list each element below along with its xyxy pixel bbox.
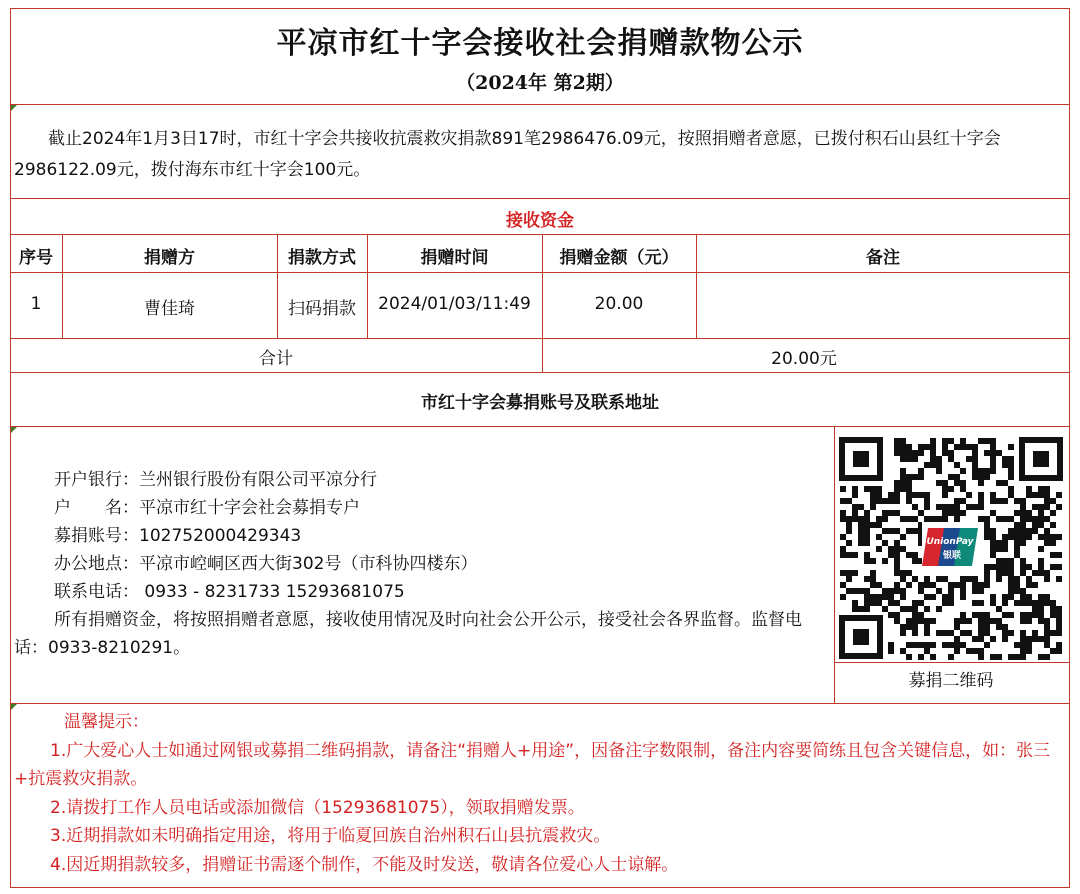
row-divider [10,198,1070,199]
row-divider [10,234,1070,235]
account-number-line: 募捐账号：102752000429343 [54,526,302,546]
contact-info [14,466,834,662]
issue-subtitle: （2024年 第2期） [456,72,624,94]
unionpay-logo-icon [922,522,980,572]
cell-comment-marker [11,105,17,111]
table-header-donor: 捐赠方 [144,248,195,268]
row-divider [10,703,1070,704]
contact-section-title: 市红十字会募捐账号及联系地址 [421,393,659,413]
svg-text:银联: 银联 [942,551,962,561]
account-name-line: 户 名：平凉市红十字会社会募捐专户 [54,498,360,518]
office-address-line: 办公地点：平凉市崆峒区西大街302号（市科协四楼东） [54,554,478,574]
table-header-remark: 备注 [866,248,900,268]
table-header-method: 捐款方式 [288,248,356,268]
tip-item: 3.近期捐款如未明确指定用途，将用于临夏回族自治州积石山县抗震救灾。 [50,826,611,846]
tips-heading: 温馨提示： [64,712,149,732]
page-title: 平凉市红十字会接收社会捐赠款物公示 [276,26,804,61]
row-divider [10,338,1070,339]
supervision-statement: 所有捐赠资金，将按照捐赠者意愿，接收使用情况及时向社会公开公示，接受社会各界监督。监督电话：0933-8210291。 [14,610,802,658]
row-divider [10,426,1070,427]
table-header-amount: 捐赠金额（元） [559,248,679,268]
table-cell-amount: 20.00 [594,294,644,314]
total-label: 合计 [259,349,293,369]
warm-tips [14,708,1070,879]
row-divider [834,662,1070,663]
table-cell-time: 2024/01/03/11:49 [378,294,531,314]
qr-caption: 募捐二维码 [908,671,994,691]
bank-line: 开户银行：兰州银行股份有限公司平凉分行 [54,470,377,490]
tip-item: 1.广大爱心人士如通过网银或募捐二维码捐款，请备注“捐赠人+用途”，因备注字数限制，备注内容要简练且包含关键信息，如：张三+抗震救灾捐款。 [14,740,1051,789]
row-divider [10,372,1070,373]
summary-paragraph: 截止2024年1月3日17时，市红十字会共接收抗震救灾捐款891笔2986476.09元，按照捐赠者意愿，已拨付积石山县红十字会2986122.09元，拨付海东市红十字会100元。 [14,129,1001,180]
table-header-index: 序号 [19,248,53,268]
table-cell-method: 扫码捐款 [288,299,356,319]
cell-comment-marker [11,427,17,433]
table-cell-index: 1 [30,294,42,314]
section-label-received-funds: 接收资金 [506,211,574,231]
tip-item: 2.请拨打工作人员电话或添加微信（15293681075），领取捐赠发票。 [50,797,585,818]
total-value: 20.00元 [771,349,837,369]
donation-qr-code [836,434,1066,662]
svg-text:UnionPay: UnionPay [926,537,974,547]
row-divider [10,104,1070,105]
row-divider [10,272,1070,273]
table-cell-donor: 曹佳琦 [144,299,195,319]
table-header-time: 捐赠时间 [420,248,489,268]
tip-item: 4.因近期捐款较多，捐赠证书需逐个制作，不能及时发送，敬请各位爱心人士谅解。 [50,854,679,875]
phone-line: 联系电话： 0933 - 8231733 15293681075 [54,582,405,602]
